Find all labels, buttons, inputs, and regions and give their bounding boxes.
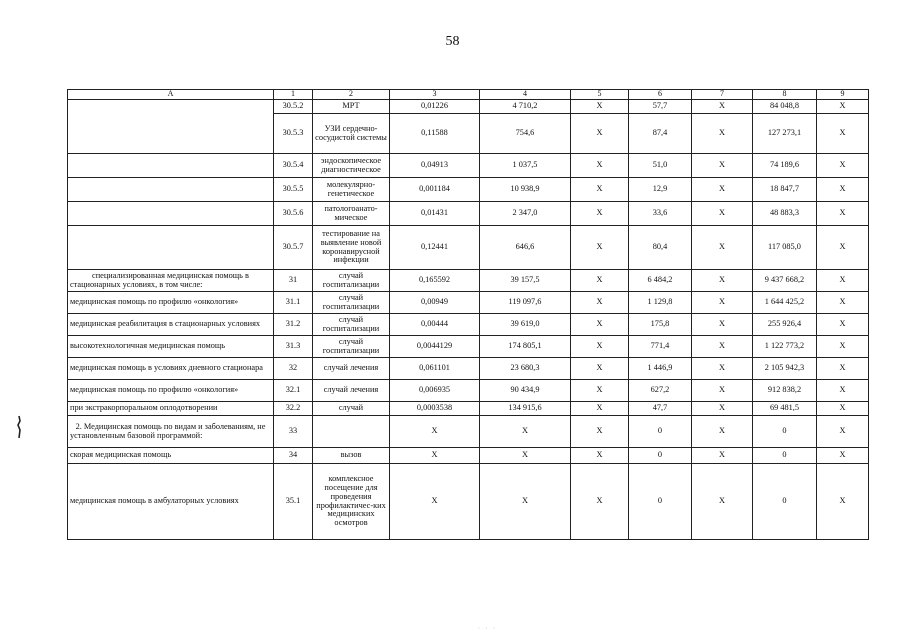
header-cell: 7	[692, 90, 753, 100]
header-cell: А	[68, 90, 274, 100]
value-cell: Х	[692, 114, 753, 154]
value-cell: Х	[692, 270, 753, 292]
value-cell: Х	[817, 380, 869, 402]
row-name-cell: специализированная медицинская помощь в стационарных условиях, в том числе:	[68, 270, 274, 292]
value-cell: Х	[480, 464, 571, 540]
header-cell: 9	[817, 90, 869, 100]
value-cell: 1 129,8	[629, 292, 692, 314]
row-code-cell: 30.5.5	[274, 178, 313, 202]
row-unit-cell: МРТ	[313, 100, 390, 114]
value-cell: Х	[692, 358, 753, 380]
value-cell: 0	[629, 464, 692, 540]
value-cell: 627,2	[629, 380, 692, 402]
row-code-cell: 30.5.7	[274, 226, 313, 270]
row-code-cell: 35.1	[274, 464, 313, 540]
value-cell: 754,6	[480, 114, 571, 154]
header-cell: 6	[629, 90, 692, 100]
value-cell: 0,01431	[390, 202, 480, 226]
value-cell: Х	[817, 114, 869, 154]
value-cell: 119 097,6	[480, 292, 571, 314]
value-cell: 87,4	[629, 114, 692, 154]
margin-ink-mark	[16, 415, 22, 439]
table-row	[68, 402, 869, 416]
value-cell: 80,4	[629, 226, 692, 270]
value-cell: Х	[817, 448, 869, 464]
row-code-cell: 30.5.2	[274, 100, 313, 114]
header-cell: 1	[274, 90, 313, 100]
page-number: 58	[445, 34, 460, 49]
value-cell: Х	[692, 416, 753, 448]
value-cell: 0,04913	[390, 154, 480, 178]
value-cell: Х	[571, 416, 629, 448]
row-code-cell: 30.5.6	[274, 202, 313, 226]
row-name-cell: при экстракорпоральном оплодотворении	[68, 402, 274, 416]
value-cell: 57,7	[629, 100, 692, 114]
table-row	[68, 448, 869, 464]
row-name-cell	[68, 154, 274, 178]
value-cell: 1 446,9	[629, 358, 692, 380]
value-cell: 12,9	[629, 178, 692, 202]
value-cell: Х	[571, 114, 629, 154]
footer-marks: · · ·	[478, 626, 497, 632]
value-cell: Х	[692, 226, 753, 270]
row-name-cell: высокотехнологичная медицинская помощь	[68, 336, 274, 358]
value-cell: Х	[571, 154, 629, 178]
row-code-cell: 31.2	[274, 314, 313, 336]
row-code-cell: 30.5.4	[274, 154, 313, 178]
value-cell: 0	[753, 464, 817, 540]
value-cell: 174 805,1	[480, 336, 571, 358]
table-row	[68, 270, 869, 292]
value-cell: 1 037,5	[480, 154, 571, 178]
row-name-cell	[68, 202, 274, 226]
value-cell: 51,0	[629, 154, 692, 178]
value-cell: 771,4	[629, 336, 692, 358]
value-cell: 0	[629, 416, 692, 448]
value-cell: 10 938,9	[480, 178, 571, 202]
value-cell: 0,00444	[390, 314, 480, 336]
value-cell: Х	[817, 464, 869, 540]
value-cell: Х	[817, 202, 869, 226]
value-cell: Х	[817, 154, 869, 178]
row-name-cell: медицинская помощь в условиях дневного стационара	[68, 358, 274, 380]
value-cell: Х	[692, 448, 753, 464]
row-unit-cell: случай лечения	[313, 358, 390, 380]
value-cell: 912 838,2	[753, 380, 817, 402]
row-unit-cell: случай госпитализации	[313, 292, 390, 314]
value-cell: 0,0003538	[390, 402, 480, 416]
header-cell: 3	[390, 90, 480, 100]
value-cell: 48 883,3	[753, 202, 817, 226]
value-cell: 0	[753, 448, 817, 464]
value-cell: 23 680,3	[480, 358, 571, 380]
value-cell: 18 847,7	[753, 178, 817, 202]
value-cell: 0,0044129	[390, 336, 480, 358]
value-cell: 134 915,6	[480, 402, 571, 416]
row-unit-cell: патологоанато-мическое	[313, 202, 390, 226]
value-cell: Х	[480, 448, 571, 464]
value-cell: Х	[571, 270, 629, 292]
value-cell: Х	[571, 464, 629, 540]
value-cell: Х	[692, 202, 753, 226]
table-row	[68, 380, 869, 402]
value-cell: Х	[817, 178, 869, 202]
table-row	[68, 314, 869, 336]
row-name-cell: медицинская помощь по профилю «онкология»	[68, 292, 274, 314]
value-cell: Х	[390, 448, 480, 464]
table-header-row	[68, 90, 869, 100]
row-name-cell: медицинская помощь в амбулаторных условиях	[68, 464, 274, 540]
value-cell: 0,00949	[390, 292, 480, 314]
row-unit-cell: комплексное посещение для проведения профилактичес-ких медицинских осмотров	[313, 464, 390, 540]
row-code-cell: 30.5.3	[274, 114, 313, 154]
header-cell: 8	[753, 90, 817, 100]
data-table	[67, 89, 869, 540]
value-cell: Х	[692, 402, 753, 416]
row-code-cell: 34	[274, 448, 313, 464]
value-cell: Х	[571, 380, 629, 402]
row-name-cell: медицинская реабилитация в стационарных условиях	[68, 314, 274, 336]
value-cell: Х	[817, 358, 869, 380]
value-cell: Х	[571, 202, 629, 226]
value-cell: Х	[571, 358, 629, 380]
row-code-cell: 31	[274, 270, 313, 292]
row-unit-cell: вызов	[313, 448, 390, 464]
row-name-cell: скорая медицинская помощь	[68, 448, 274, 464]
value-cell: Х	[571, 402, 629, 416]
header-cell: 5	[571, 90, 629, 100]
header-cell: 4	[480, 90, 571, 100]
value-cell: 255 926,4	[753, 314, 817, 336]
value-cell: 1 122 773,2	[753, 336, 817, 358]
value-cell: 0,01226	[390, 100, 480, 114]
row-unit-cell: молекулярно-генетическое	[313, 178, 390, 202]
table-row	[68, 226, 869, 270]
row-name-cell	[68, 178, 274, 202]
value-cell: 0,165592	[390, 270, 480, 292]
value-cell: Х	[692, 314, 753, 336]
value-cell: 9 437 668,2	[753, 270, 817, 292]
value-cell: Х	[390, 416, 480, 448]
value-cell: Х	[692, 178, 753, 202]
row-unit-cell: тестирование на выявление новой коронавирусной инфекции	[313, 226, 390, 270]
value-cell: 84 048,8	[753, 100, 817, 114]
value-cell: 0,11588	[390, 114, 480, 154]
table-row	[68, 154, 869, 178]
table-row	[68, 358, 869, 380]
value-cell: Х	[390, 464, 480, 540]
value-cell: 74 189,6	[753, 154, 817, 178]
value-cell: 6 484,2	[629, 270, 692, 292]
value-cell: Х	[571, 448, 629, 464]
value-cell: 127 273,1	[753, 114, 817, 154]
table-row	[68, 416, 869, 448]
header-cell: 2	[313, 90, 390, 100]
value-cell: Х	[817, 292, 869, 314]
value-cell: 47,7	[629, 402, 692, 416]
value-cell: 39 619,0	[480, 314, 571, 336]
value-cell: 90 434,9	[480, 380, 571, 402]
row-code-cell: 31.3	[274, 336, 313, 358]
value-cell: 175,8	[629, 314, 692, 336]
value-cell: Х	[571, 314, 629, 336]
value-cell: 39 157,5	[480, 270, 571, 292]
value-cell: Х	[692, 464, 753, 540]
value-cell: Х	[817, 100, 869, 114]
table-row	[68, 336, 869, 358]
value-cell: 1 644 425,2	[753, 292, 817, 314]
value-cell: 33,6	[629, 202, 692, 226]
row-name-cell: 2. Медицинская помощь по видам и заболеваниям, не установленным базовой программой:	[68, 416, 274, 448]
value-cell: Х	[817, 336, 869, 358]
value-cell: Х	[692, 154, 753, 178]
value-cell: Х	[692, 292, 753, 314]
value-cell: 4 710,2	[480, 100, 571, 114]
value-cell: Х	[571, 178, 629, 202]
value-cell: Х	[571, 226, 629, 270]
value-cell: Х	[817, 402, 869, 416]
value-cell: 117 085,0	[753, 226, 817, 270]
table-row	[68, 100, 869, 114]
row-unit-cell: случай лечения	[313, 380, 390, 402]
value-cell: Х	[480, 416, 571, 448]
value-cell: Х	[692, 380, 753, 402]
row-unit-cell	[313, 416, 390, 448]
value-cell: Х	[571, 336, 629, 358]
value-cell: 69 481,5	[753, 402, 817, 416]
table-row	[68, 292, 869, 314]
row-unit-cell: УЗИ сердечно-сосудистой системы	[313, 114, 390, 154]
value-cell: Х	[817, 270, 869, 292]
value-cell: 0	[753, 416, 817, 448]
table-row	[68, 464, 869, 540]
row-name-cell: медицинская помощь по профилю «онкология»	[68, 380, 274, 402]
value-cell: 0	[629, 448, 692, 464]
value-cell: 0,006935	[390, 380, 480, 402]
value-cell: Х	[571, 292, 629, 314]
value-cell: Х	[571, 100, 629, 114]
row-code-cell: 31.1	[274, 292, 313, 314]
value-cell: 0,12441	[390, 226, 480, 270]
row-code-cell: 32	[274, 358, 313, 380]
row-unit-cell: эндоскопическое диагностическое	[313, 154, 390, 178]
table-row	[68, 202, 869, 226]
table-row	[68, 178, 869, 202]
value-cell: Х	[817, 416, 869, 448]
row-code-cell: 33	[274, 416, 313, 448]
row-unit-cell: случай госпитализации	[313, 336, 390, 358]
row-code-cell: 32.1	[274, 380, 313, 402]
value-cell: Х	[817, 226, 869, 270]
value-cell: 0,061101	[390, 358, 480, 380]
row-unit-cell: случай госпитализации	[313, 270, 390, 292]
value-cell: Х	[692, 100, 753, 114]
row-name-cell	[68, 226, 274, 270]
value-cell: 2 105 942,3	[753, 358, 817, 380]
value-cell: 0,001184	[390, 178, 480, 202]
row-unit-cell: случай	[313, 402, 390, 416]
row-code-cell: 32.2	[274, 402, 313, 416]
value-cell: Х	[817, 314, 869, 336]
value-cell: 2 347,0	[480, 202, 571, 226]
row-unit-cell: случай госпитализации	[313, 314, 390, 336]
value-cell: 646,6	[480, 226, 571, 270]
value-cell: Х	[692, 336, 753, 358]
row-name-cell	[68, 100, 274, 154]
